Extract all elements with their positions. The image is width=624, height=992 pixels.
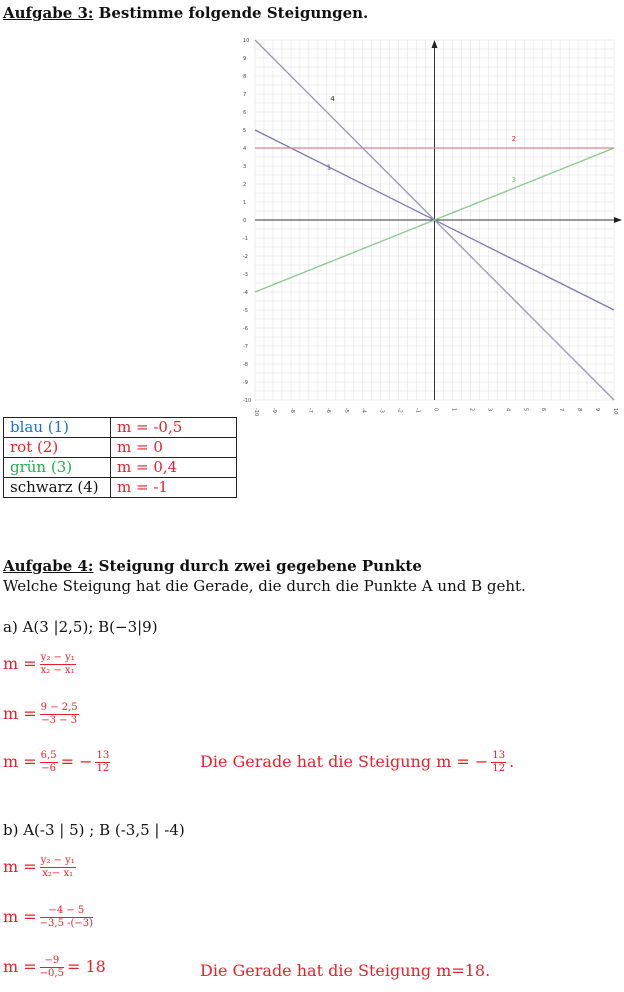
part-b-points: b) A(-3 | 5) ; B (-3,5 | -4)	[3, 821, 185, 839]
x-tick-label: -3	[378, 408, 385, 413]
slope-value: m = 0,4	[111, 458, 237, 478]
x-tick-label: -4	[360, 408, 367, 413]
x-tick-label: 5	[522, 408, 529, 412]
line-name: grün (3)	[4, 458, 111, 478]
x-tick-label: -6	[324, 408, 331, 413]
x-tick-label: 2	[468, 408, 475, 412]
task4-question: Welche Steigung hat die Gerade, die durch die Punkte A und B geht.	[3, 577, 526, 595]
x-tick-label: -7	[306, 408, 313, 413]
y-tick-label: 9	[243, 56, 247, 62]
y-tick-label: -2	[243, 254, 248, 260]
task3-heading	[3, 4, 368, 22]
line-label-1: 1	[326, 163, 332, 172]
y-tick-label: 10	[243, 38, 250, 44]
part-b-formula: m = $\frac{\text{y₂ − y₁}}{\text{x₂− x₁}}$	[3, 855, 75, 879]
y-tick-label: 4	[243, 146, 247, 152]
x-tick-label: 0	[432, 408, 439, 412]
table-row	[4, 478, 237, 498]
y-tick-label: 0	[243, 218, 247, 224]
task4-title: Steigung durch zwei gegebene Punkte	[98, 557, 422, 575]
part-b-substitution: m = $\frac{-4 - 5}{-3,5 -(-3)}$	[3, 905, 94, 929]
slope-table	[3, 417, 237, 498]
y-tick-label: 5	[243, 128, 247, 134]
line-name: blau (1)	[4, 418, 111, 438]
x-tick-label: 3	[486, 408, 493, 412]
x-tick-label: 9	[594, 408, 601, 412]
task4-heading	[3, 557, 422, 575]
y-tick-label: -7	[243, 344, 248, 350]
line-name: rot (2)	[4, 438, 111, 458]
x-tick-label: 7	[558, 408, 565, 412]
table-row	[4, 458, 237, 478]
part-b-answer: Die Gerade hat die Steigung m=18.	[200, 961, 491, 980]
y-tick-label: 3	[243, 164, 247, 170]
slope-value: m = -0,5	[111, 418, 237, 438]
task4-label: Aufgabe 4:	[3, 557, 94, 575]
x-tick-label: -2	[396, 408, 403, 413]
x-tick-label: -1	[414, 408, 421, 413]
part-a-formula: m = $\frac{\text{y₂ − y₁}}{\text{x₂ − x₁}}$	[3, 652, 75, 676]
part-a-answer: Die Gerade hat die Steigung m = − $\frac{13}{12}$ .	[200, 750, 515, 774]
task3-title: Bestimme folgende Steigungen.	[98, 4, 369, 22]
part-a-substitution: m = $\frac{9 - 2,5}{-3 - 3}$	[3, 702, 78, 726]
part-a-result: m = $\frac{6,5}{-6}$ = − $\frac{13}{12}$	[3, 750, 110, 774]
x-axis-arrow-icon	[614, 217, 622, 223]
y-tick-label: -4	[243, 290, 248, 296]
x-tick-label: -10	[253, 408, 259, 417]
task3-label: Aufgabe 3:	[3, 4, 94, 22]
y-tick-label: -1	[243, 236, 248, 242]
slope-value: m = 0	[111, 438, 237, 458]
y-tick-label: -6	[243, 326, 248, 332]
y-tick-label: 7	[243, 92, 247, 98]
x-tick-label: 10	[612, 408, 618, 415]
x-tick-label: 8	[576, 408, 583, 412]
table-row	[4, 418, 237, 438]
line-label-4: 4	[330, 95, 335, 104]
table-row	[4, 438, 237, 458]
y-tick-label: 1	[243, 200, 247, 206]
y-tick-label: 6	[243, 110, 247, 116]
line-name: schwarz (4)	[4, 478, 111, 498]
part-b-result: m = $\frac{-9}{-0,5}$ = 18	[3, 955, 106, 979]
x-tick-label: -8	[288, 408, 295, 413]
x-tick-label: 6	[540, 408, 547, 412]
y-tick-label: 8	[243, 74, 247, 80]
y-axis-arrow-icon	[432, 40, 438, 48]
slope-value: m = -1	[111, 478, 237, 498]
line-label-3: 3	[511, 176, 517, 185]
y-tick-label: 2	[243, 182, 247, 188]
y-tick-label: -9	[243, 380, 248, 386]
x-tick-label: 1	[450, 408, 457, 412]
x-tick-label: 4	[504, 408, 511, 412]
y-tick-label: -8	[243, 362, 248, 368]
x-tick-label: -9	[270, 408, 277, 413]
part-a-points: a) A(3 |2,5); B(−3|9)	[3, 618, 158, 636]
y-tick-label: -3	[243, 272, 248, 278]
y-tick-label: -5	[243, 308, 248, 314]
slope-graph	[232, 34, 624, 418]
x-tick-label: -5	[342, 408, 349, 413]
y-tick-label: -10	[243, 398, 252, 404]
line-label-2: 2	[511, 134, 517, 143]
